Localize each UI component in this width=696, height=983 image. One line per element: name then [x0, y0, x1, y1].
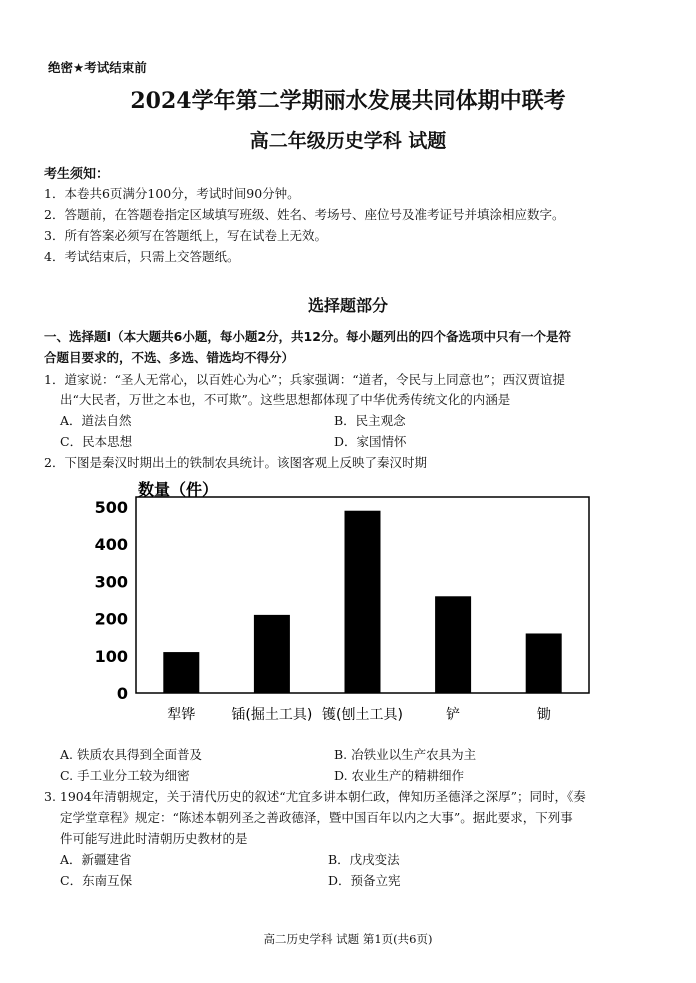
- y-tick-label: 200: [94, 609, 128, 629]
- part1-instructions-line1: 一、选择题Ⅰ（本大题共6小题，每小题2分，共12分。每小题列出的四个备选项中只有一个是符: [44, 329, 571, 344]
- farm-tool-bar-chart: [0, 470, 696, 738]
- x-tick-label: 镬(刨土工具): [322, 707, 403, 723]
- q3-stem-line1: 3. 1904年清朝规定，关于清代历史的叙述“尤宜多讲本朝仁政，俾知历圣德泽之深厚”；同时，《奏: [44, 789, 586, 804]
- x-tick-label: 铲: [446, 707, 461, 723]
- x-tick-label: 锄: [536, 707, 551, 723]
- notice-item-1: 1．本卷共6页满分100分，考试时间90分钟。: [44, 186, 300, 201]
- bar: [163, 652, 199, 693]
- y-tick-label: 400: [94, 535, 128, 555]
- bar: [345, 511, 381, 693]
- bar: [526, 633, 562, 693]
- secrecy-notice: 绝密★考试结束前: [48, 60, 147, 75]
- q3-option-a: A．新疆建省: [60, 852, 132, 867]
- notice-item-3: 3．所有答案必须写在答题纸上，写在试卷上无效。: [44, 228, 327, 243]
- y-tick-label: 0: [116, 684, 128, 703]
- y-axis-label: 数量（件）: [138, 480, 219, 499]
- notice-item-4: 4．考试结束后，只需上交答题纸。: [44, 249, 240, 264]
- q3-stem-line2: 定学堂章程》规定：“陈述本朝列圣之善政德泽，暨中国百年以内之大事”。据此要求，下列事: [60, 810, 573, 825]
- part1-instructions-line2: 合题目要求的，不选、多选、错选均不得分）: [44, 350, 295, 365]
- q1-option-c: C．民本思想: [60, 434, 133, 449]
- q2-option-c: C. 手工业分工较为细密: [60, 768, 190, 783]
- section-title: 选择题部分: [307, 296, 388, 315]
- notice-item-2: 2．答题前，在答题卷指定区域填写班级、姓名、考场号、座位号及准考证号并填涂相应数字。: [44, 207, 565, 222]
- notice-heading: 考生须知：: [44, 167, 110, 182]
- q3-option-b: B．戊戌变法: [328, 852, 400, 867]
- y-tick-label: 100: [94, 646, 128, 666]
- q2-option-a: A. 铁质农具得到全面普及: [60, 747, 202, 762]
- q1-option-a: A．道法自然: [60, 413, 132, 428]
- x-tick-label: 犁铧: [167, 707, 196, 723]
- q2-option-d: D. 农业生产的精耕细作: [334, 768, 465, 783]
- y-tick-label: 500: [94, 498, 128, 517]
- q3-option-d: D．预备立宪: [328, 873, 401, 888]
- q1-stem-line2: 出“大民者，万世之本也，不可欺”。这些思想都体现了中华优秀传统文化的内涵是: [60, 392, 511, 407]
- bar: [254, 615, 290, 693]
- q1-stem-line1: 1．道家说：“圣人无常心，以百姓心为心”；兵家强调：“道者，令民与上同意也”；西汉贾谊提: [44, 372, 566, 387]
- q1-option-b: B．民主观念: [334, 413, 406, 428]
- q2-stem: 2．下图是秦汉时期出土的铁制农具统计。该图客观上反映了秦汉时期: [44, 455, 427, 470]
- exam-subtitle: 高二年级历史学科 试题: [249, 130, 447, 152]
- q3-stem-line3: 件可能写进此时清朝历史教材的是: [60, 831, 248, 846]
- y-tick-label: 300: [94, 572, 128, 592]
- bar: [435, 596, 471, 693]
- page-footer: 高二历史学科 试题 第1页(共6页): [263, 932, 433, 946]
- exam-title: 2024学年第二学期丽水发展共同体期中联考: [130, 88, 566, 114]
- q3-option-c: C．东南互保: [60, 873, 133, 888]
- x-tick-label: 锸(掘土工具): [231, 707, 313, 723]
- q1-option-d: D．家国情怀: [334, 434, 407, 449]
- q2-option-b: B. 冶铁业以生产农具为主: [334, 747, 477, 762]
